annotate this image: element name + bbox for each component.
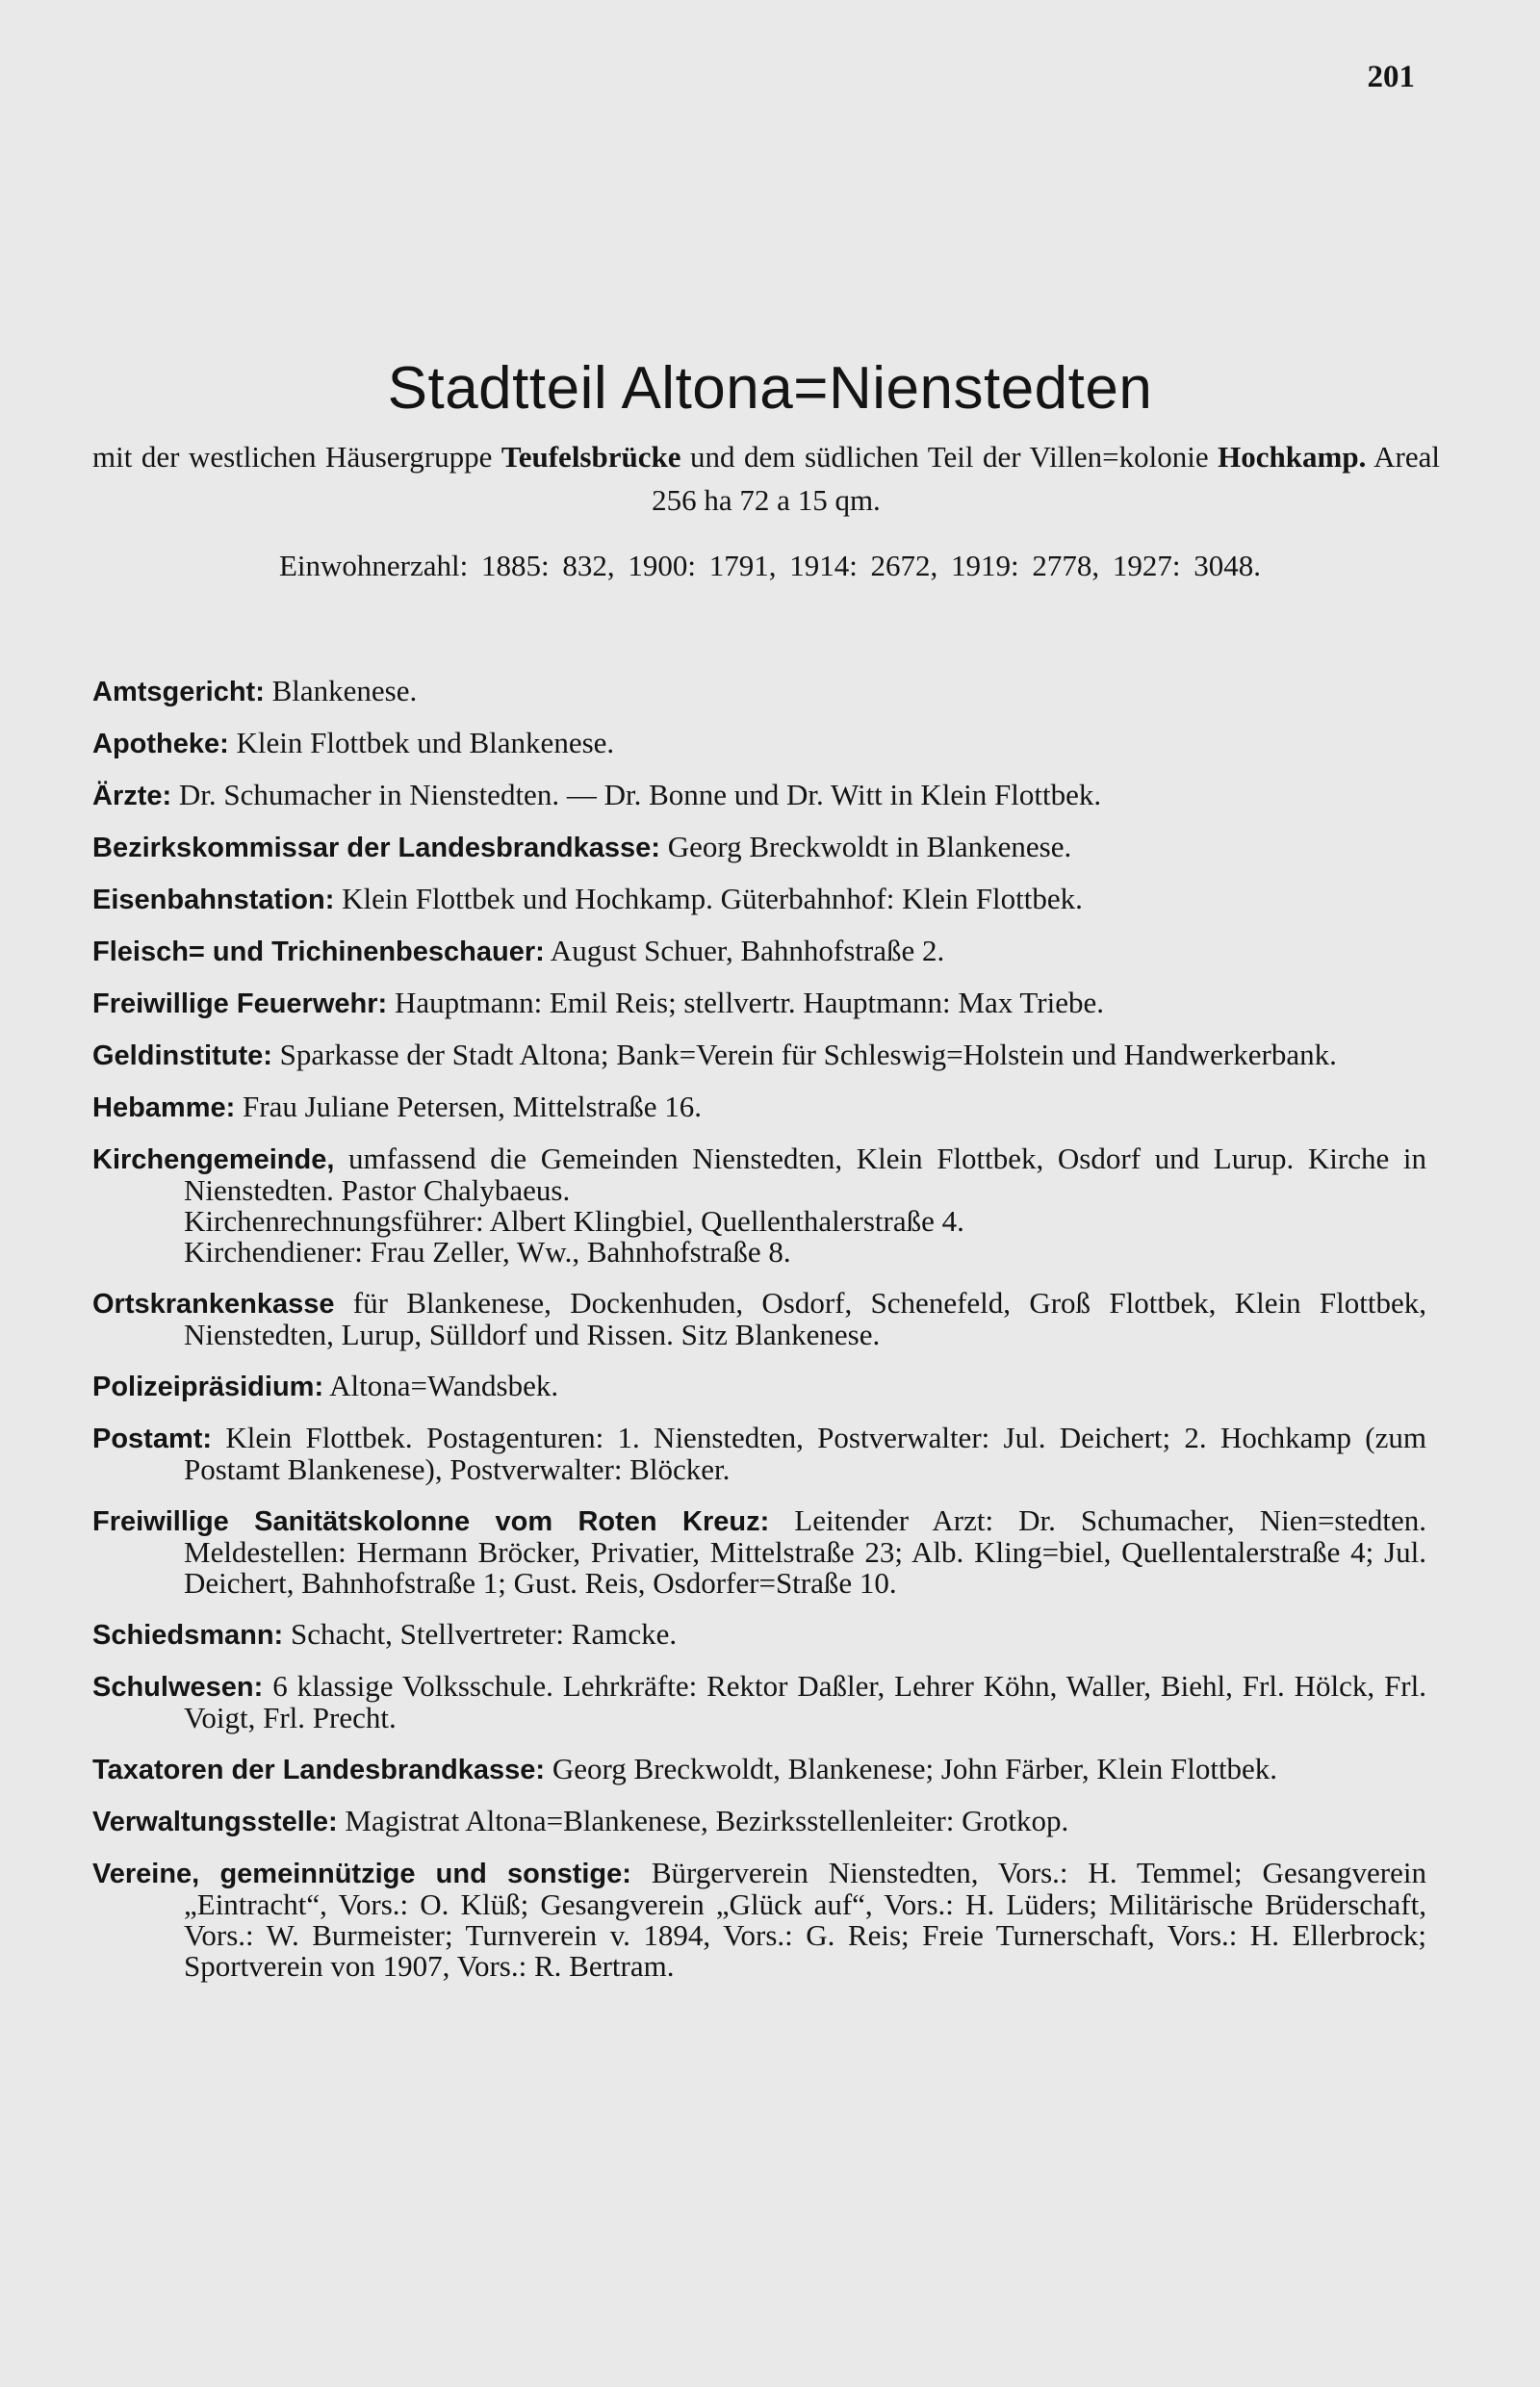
intro-bold-teufelsbruecke: Teufelsbrücke xyxy=(500,440,681,474)
entry-text: Blankenese. xyxy=(264,674,418,707)
entry-label: Freiwillige Sanitätskolonne vom Roten Kreuz: xyxy=(92,1506,770,1537)
entry-label: Eisenbahnstation: xyxy=(92,885,335,915)
entry-text: umfassend die Gemeinden Nienstedten, Klein Flottbek, Osdorf und Lurup. Kirche in Nienstedten. Pastor Chalybaeus. xyxy=(184,1142,1426,1207)
entry-label: Postamt: xyxy=(92,1424,213,1454)
entry-ortskrankenkasse xyxy=(92,1288,1426,1350)
subtitle-paragraph xyxy=(92,435,1440,522)
entry-geldinstitute xyxy=(92,1040,1426,1071)
entry-subline: Kirchenrechnungsführer: Albert Klingbiel, Quellenthalerstraße 4. xyxy=(184,1204,964,1238)
intro-bold-hochkamp: Hochkamp. xyxy=(1218,440,1367,474)
entry-label: Hebamme: xyxy=(92,1092,236,1123)
entry-text: Frau Juliane Petersen, Mittelstraße 16. xyxy=(235,1090,702,1123)
entry-label: Freiwillige Feuerwehr: xyxy=(92,988,388,1019)
entry-hebamme xyxy=(92,1091,1426,1123)
entry-subline: Kirchendiener: Frau Zeller, Ww., Bahnhofstraße 8. xyxy=(184,1235,791,1269)
entry-text: Bürgerverein Nienstedten, Vors.: H. Temmel; Gesangverein „Eintracht“, Vors.: O. Klüß; Gesangverein „Glück auf“, Vors.: H. Lüders; Militärische Brüderschaft, Vors.: W. Burmeister; Turnverein v. 1894, Vors.: G. Reis; Freie Turnerschaft, Vors.: H. Ellerbrock; Sportverein von 1907, Vors.: R. Bertram. xyxy=(184,1856,1426,1983)
entry-label: Polizeipräsidium: xyxy=(92,1372,324,1402)
entry-label: Ärzte: xyxy=(92,781,172,811)
entry-polizeipraesidium xyxy=(92,1371,1426,1402)
entry-text: Klein Flottbek und Hochkamp. Güterbahnhof: Klein Flottbek. xyxy=(334,882,1083,915)
entry-label: Schulwesen: xyxy=(92,1672,264,1703)
directory-entries xyxy=(92,676,1426,2002)
entry-label: Ortskrankenkasse xyxy=(92,1289,335,1320)
entry-text: Klein Flottbek. Postagenturen: 1. Nienstedten, Postverwalter: Jul. Deichert; 2. Hochkamp (zum Postamt Blankenese), Postverwalter: Blöcker. xyxy=(184,1421,1426,1486)
entry-text: Georg Breckwoldt, Blankenese; John Färber, Klein Flottbek. xyxy=(545,1752,1278,1785)
entry-eisenbahnstation xyxy=(92,884,1426,915)
entry-text: für Blankenese, Dockenhuden, Osdorf, Schenefeld, Groß Flottbek, Klein Flottbek, Nienstedten, Lurup, Sülldorf und Rissen. Sitz Blankenese. xyxy=(184,1286,1426,1351)
intro-text: Areal 256 ha 72 a 15 qm. xyxy=(652,440,1440,517)
entry-label: Amtsgericht: xyxy=(92,677,265,707)
entry-label: Vereine, gemeinnützige und sonstige: xyxy=(92,1859,631,1889)
entry-text: Klein Flottbek und Blankenese. xyxy=(228,726,615,759)
entry-label: Geldinstitute: xyxy=(92,1040,272,1071)
population-line: Einwohnerzahl: 1885: 832, 1900: 1791, 1914: 2672, 1919: 2778, 1927: 3048. xyxy=(278,549,1262,582)
entry-bezirkskommissar xyxy=(92,832,1426,863)
entry-text: 6 klassige Volksschule. Lehrkräfte: Rektor Daßler, Lehrer Köhn, Waller, Biehl, Frl. Hölck, Frl. Voigt, Frl. Precht. xyxy=(184,1669,1426,1734)
entry-label: Fleisch= und Trichinenbeschauer: xyxy=(92,937,545,967)
entry-verwaltungsstelle xyxy=(92,1806,1426,1837)
entry-text: Georg Breckwoldt in Blankenese. xyxy=(659,830,1072,863)
entry-label: Taxatoren der Landesbrandkasse: xyxy=(92,1755,546,1785)
entry-label: Bezirkskommissar der Landesbrandkasse: xyxy=(92,833,660,863)
entry-label: Kirchengemeinde, xyxy=(92,1144,335,1175)
entry-text: Schacht, Stellvertreter: Ramcke. xyxy=(283,1617,678,1651)
entry-amtsgericht xyxy=(92,676,1426,707)
entry-kirchengemeinde xyxy=(92,1143,1426,1268)
entry-apotheke xyxy=(92,728,1426,759)
page-number: 201 xyxy=(1367,60,1415,94)
entry-label: Schiedsmann: xyxy=(92,1620,284,1651)
entry-schiedsmann xyxy=(92,1619,1426,1651)
entry-feuerwehr xyxy=(92,988,1426,1019)
entry-label: Verwaltungsstelle: xyxy=(92,1807,338,1837)
entry-postamt xyxy=(92,1423,1426,1485)
entry-taxatoren xyxy=(92,1754,1426,1785)
intro-text: mit der westlichen Häusergruppe xyxy=(92,440,501,474)
entry-aerzte xyxy=(92,780,1426,811)
entry-text: Magistrat Altona=Blankenese, Bezirksstellenleiter: Grotkop. xyxy=(337,1804,1069,1837)
entry-fleischbeschauer xyxy=(92,936,1426,967)
intro-text: und dem südlichen Teil der Villen=kolonie xyxy=(680,440,1219,474)
page-title: Stadtteil Altona=Nienstedten xyxy=(387,355,1153,422)
entry-text: August Schuer, Bahnhofstraße 2. xyxy=(544,934,945,967)
entry-text: Altona=Wandsbek. xyxy=(323,1369,559,1402)
entry-vereine xyxy=(92,1858,1426,1982)
entry-text: Leitender Arzt: Dr. Schumacher, Nien=stedten. Meldestellen: Hermann Bröcker, Privatier, Mittelstraße 23; Alb. Kling=biel, Quellentalerstraße 4; Jul. Deichert, Bahnhofstraße 1; Gust. Reis, Osdorfer=Straße 10. xyxy=(184,1503,1426,1600)
entry-schulwesen xyxy=(92,1671,1426,1733)
entry-sanitaetskolonne xyxy=(92,1505,1426,1599)
entry-text: Dr. Schumacher in Nienstedten. — Dr. Bonne und Dr. Witt in Klein Flottbek. xyxy=(171,778,1102,811)
entry-text: Sparkasse der Stadt Altona; Bank=Verein für Schleswig=Holstein und Handwerkerbank. xyxy=(271,1038,1337,1071)
entry-label: Apotheke: xyxy=(92,729,229,759)
entry-text: Hauptmann: Emil Reis; stellvertr. Hauptmann: Max Triebe. xyxy=(387,986,1104,1019)
